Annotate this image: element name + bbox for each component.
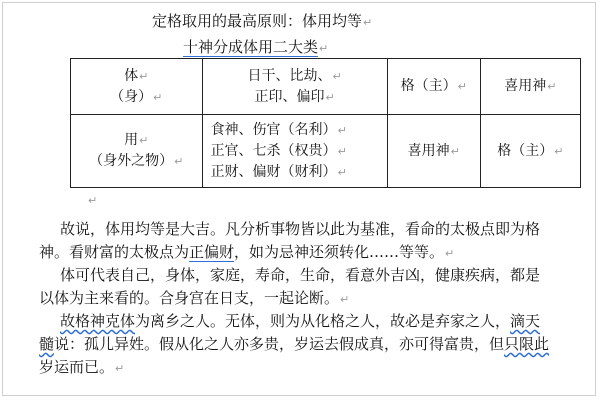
table-cell-use[interactable] [71, 115, 203, 188]
paragraph-mark: ↵ [340, 293, 350, 306]
table-cell-body-gods[interactable] [202, 59, 387, 115]
cell-text: 正印、偏印 [254, 88, 325, 105]
cell-text: 食神、伤官（名利） [210, 121, 337, 138]
cell-mark: ↵ [325, 90, 335, 104]
cell-text: 用 [124, 132, 139, 148]
cell-text: 格（主） [400, 78, 457, 94]
table-cell-use-pattern[interactable] [480, 115, 580, 188]
cell-text: （身） [110, 88, 153, 105]
cell-mark: ↵ [554, 144, 564, 158]
cell-mark: ↵ [153, 90, 163, 104]
paragraph-text: 岁运而已。 [39, 358, 115, 376]
heading-principle-text: 定格取用的最高原则：体用均等 [152, 12, 363, 30]
paragraph-body[interactable] [39, 264, 582, 311]
table-cell-body-role[interactable] [387, 59, 480, 115]
cell-text: （身外之物） [89, 153, 174, 169]
paragraph-mark: ↵ [115, 362, 125, 375]
cell-text: 正财、偏财（财利） [210, 163, 337, 180]
paragraph-text: ，如为忌神还须转化……等等。 [234, 243, 445, 261]
heading-principle [152, 12, 372, 32]
cell-text: 日干、比劫、 [247, 67, 332, 84]
table-cell-use-gods[interactable] [202, 115, 387, 188]
cell-mark: ↵ [139, 134, 149, 147]
heading-category-text: 十神分成体用二大类 [183, 38, 319, 56]
cell-mark: ↵ [337, 123, 347, 137]
paragraph-text: 为离乡之人。无体，则为从化格之人，故必是弃家之人， [135, 312, 511, 330]
paragraph-mark: ↵ [88, 194, 98, 207]
ten-gods-table [70, 58, 581, 188]
cell-mark: ↵ [450, 144, 460, 158]
cell-text: 格（主） [497, 142, 554, 159]
cell-mark: ↵ [332, 69, 342, 83]
paragraph-mark: ↵ [363, 16, 373, 29]
heading-category [183, 38, 328, 58]
paragraph-pattern[interactable] [39, 310, 582, 380]
paragraph-text: 以体为主来看的。合身宫在日支，一起论断。 [39, 289, 340, 307]
underlined-term: 正偏财 [189, 243, 235, 261]
cell-mark: ↵ [547, 80, 557, 93]
underlined-term: 滴天 [510, 312, 541, 330]
cell-mark: ↵ [337, 144, 347, 158]
cell-mark: ↵ [139, 69, 149, 83]
table-row [71, 115, 581, 188]
cell-text: 正官、七杀（权贵） [210, 142, 337, 159]
table-cell-body-use[interactable] [480, 59, 580, 115]
cell-text: 体 [124, 67, 139, 84]
paragraph-text: 体可代表自己，身体，家庭，寿命，生命，看意外吉凶，健康疾病，都是 [60, 266, 541, 284]
underlined-term: 故格神克体 [60, 312, 136, 330]
cell-mark: ↵ [174, 155, 184, 168]
cell-mark: ↵ [457, 80, 467, 93]
underlined-term: 髓 [39, 335, 55, 353]
cell-text: 喜用神 [504, 78, 547, 94]
cell-mark: ↵ [337, 165, 347, 179]
paragraph-balance[interactable] [39, 218, 582, 265]
table-cell-body[interactable] [71, 59, 203, 115]
table-row [71, 59, 581, 115]
paragraph-text: 故说，体用均等是大吉。凡分析事物皆以此为基准，看命的太极点即为格 [60, 220, 541, 238]
paragraph-text: 神。看财富的太极点为 [39, 243, 190, 261]
underlined-term: 只限此 [504, 335, 550, 353]
paragraph-text: 说：孤儿异姓。假从化之人亦多贵，岁运去假成真，亦可得富贵，但 [54, 335, 505, 353]
paragraph-mark: ↵ [445, 247, 455, 260]
cell-text: 喜用神 [407, 142, 450, 159]
paragraph-mark: ↵ [319, 42, 329, 55]
table-cell-use-role[interactable] [387, 115, 480, 188]
